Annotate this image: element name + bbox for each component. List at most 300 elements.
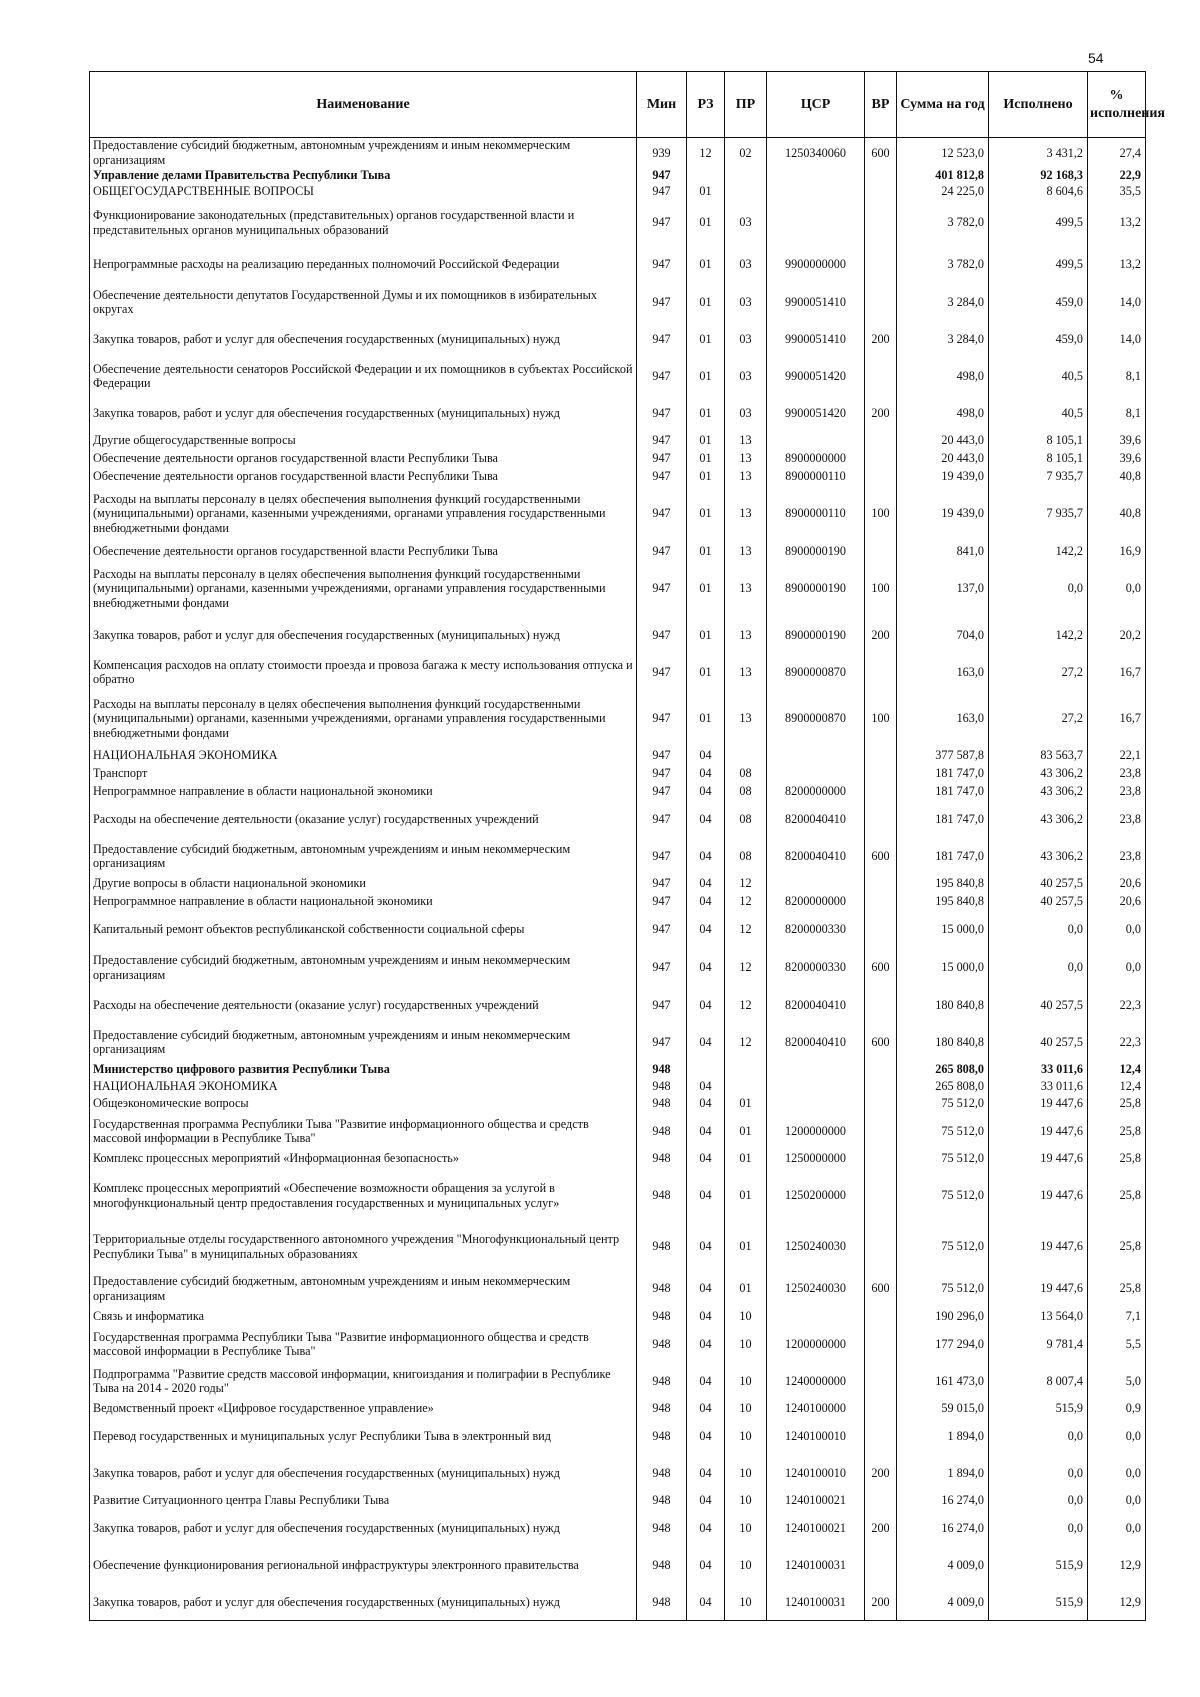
cell-rz: 04 — [687, 765, 725, 783]
table-row — [90, 1510, 1146, 1547]
cell-name: Закупка товаров, работ и услуг для обеспечения государственных (муниципальных) нужд — [90, 1584, 637, 1621]
cell-csr: 9900000000 — [767, 246, 865, 284]
cell-rz: 01 — [687, 691, 725, 747]
cell-sum: 377 587,8 — [897, 747, 989, 765]
cell-min: 947 — [637, 949, 687, 987]
cell-min: 948 — [637, 1079, 687, 1095]
cell-pr: 01 — [725, 1168, 767, 1224]
cell-pr — [725, 747, 767, 765]
cell-csr: 1240100021 — [767, 1492, 865, 1510]
table-row — [90, 561, 1146, 617]
cell-name: Обеспечение деятельности сенаторов Российской Федерации и их помощников в субъектах Российской Федерации — [90, 358, 637, 395]
cell-name: Расходы на обеспечение деятельности (оказание услуг) государственных учреждений — [90, 801, 637, 838]
cell-rz — [687, 168, 725, 184]
cell-executed: 19 447,6 — [989, 1150, 1088, 1168]
cell-min: 947 — [637, 838, 687, 875]
cell-rz: 04 — [687, 1270, 725, 1308]
cell-sum: 20 443,0 — [897, 450, 989, 468]
cell-percent: 12,9 — [1088, 1547, 1146, 1584]
cell-csr: 1200000000 — [767, 1326, 865, 1363]
cell-rz: 04 — [687, 1547, 725, 1584]
cell-csr: 1240000000 — [767, 1363, 865, 1400]
cell-percent: 25,8 — [1088, 1113, 1146, 1150]
cell-min: 947 — [637, 654, 687, 691]
cell-csr: 8200000000 — [767, 783, 865, 801]
cell-percent: 25,8 — [1088, 1095, 1146, 1113]
cell-vr — [865, 246, 897, 284]
cell-sum: 75 512,0 — [897, 1168, 989, 1224]
cell-sum: 75 512,0 — [897, 1270, 989, 1308]
cell-name: Территориальные отделы государственного автономного учреждения "Многофункциональный центр Республики Тыва" в муниципальных образованиях — [90, 1224, 637, 1270]
cell-executed: 19 447,6 — [989, 1095, 1088, 1113]
cell-csr: 1250000000 — [767, 1150, 865, 1168]
cell-vr — [865, 1113, 897, 1150]
cell-csr — [767, 765, 865, 783]
cell-percent: 8,1 — [1088, 395, 1146, 432]
cell-executed: 9 781,4 — [989, 1326, 1088, 1363]
cell-sum: 24 225,0 — [897, 184, 989, 200]
cell-csr — [767, 1061, 865, 1079]
cell-pr: 08 — [725, 838, 767, 875]
cell-pr: 10 — [725, 1492, 767, 1510]
cell-pr: 08 — [725, 801, 767, 838]
cell-name: Транспорт — [90, 765, 637, 783]
cell-csr: 9900051410 — [767, 284, 865, 321]
cell-rz: 01 — [687, 542, 725, 561]
table-row — [90, 987, 1146, 1024]
cell-rz: 01 — [687, 468, 725, 486]
cell-name: Обеспечение деятельности органов государственной власти Республики Тыва — [90, 468, 637, 486]
cell-executed: 40,5 — [989, 358, 1088, 395]
cell-rz: 04 — [687, 801, 725, 838]
cell-sum: 16 274,0 — [897, 1510, 989, 1547]
cell-percent: 12,9 — [1088, 1584, 1146, 1621]
cell-vr: 200 — [865, 1510, 897, 1547]
cell-csr: 1240100010 — [767, 1418, 865, 1455]
cell-min: 948 — [637, 1547, 687, 1584]
cell-min: 947 — [637, 542, 687, 561]
cell-executed: 40,5 — [989, 395, 1088, 432]
cell-rz: 04 — [687, 949, 725, 987]
cell-executed: 499,5 — [989, 246, 1088, 284]
cell-vr — [865, 542, 897, 561]
cell-vr — [865, 1061, 897, 1079]
table-row — [90, 321, 1146, 358]
cell-vr — [865, 468, 897, 486]
table-row — [90, 765, 1146, 783]
cell-executed: 459,0 — [989, 321, 1088, 358]
cell-sum: 75 512,0 — [897, 1150, 989, 1168]
cell-executed: 0,0 — [989, 949, 1088, 987]
cell-vr — [865, 1326, 897, 1363]
cell-min: 947 — [637, 1024, 687, 1061]
cell-pr: 01 — [725, 1095, 767, 1113]
cell-pr: 01 — [725, 1150, 767, 1168]
cell-percent: 0,0 — [1088, 1492, 1146, 1510]
cell-sum: 3 782,0 — [897, 200, 989, 246]
cell-pr: 03 — [725, 246, 767, 284]
cell-sum: 841,0 — [897, 542, 989, 561]
cell-min: 947 — [637, 450, 687, 468]
cell-pr: 13 — [725, 654, 767, 691]
cell-sum: 75 512,0 — [897, 1113, 989, 1150]
cell-percent: 12,4 — [1088, 1079, 1146, 1095]
cell-rz: 04 — [687, 1308, 725, 1326]
table-row — [90, 893, 1146, 911]
cell-executed: 33 011,6 — [989, 1079, 1088, 1095]
cell-executed: 142,2 — [989, 617, 1088, 654]
table-header-row — [90, 72, 1146, 138]
cell-name: Подпрограмма "Развитие средств массовой информации, книгоиздания и полиграфии в Республике Тыва на 2014 - 2020 годы" — [90, 1363, 637, 1400]
table-row — [90, 246, 1146, 284]
cell-pr: 10 — [725, 1547, 767, 1584]
cell-percent: 7,1 — [1088, 1308, 1146, 1326]
cell-pr: 03 — [725, 200, 767, 246]
cell-percent: 27,4 — [1088, 138, 1146, 168]
cell-name: Обеспечение функционирования региональной инфраструктуры электронного правительства — [90, 1547, 637, 1584]
cell-executed: 0,0 — [989, 911, 1088, 949]
cell-executed: 92 168,3 — [989, 168, 1088, 184]
table-row — [90, 801, 1146, 838]
cell-pr: 03 — [725, 284, 767, 321]
cell-name: Предоставление субсидий бюджетным, автономным учреждениям и иным некоммерческим организациям — [90, 138, 637, 168]
table-row — [90, 691, 1146, 747]
cell-name: Государственная программа Республики Тыва "Развитие информационного общества и средств массовой информации в Республике Тыва" — [90, 1326, 637, 1363]
cell-min: 947 — [637, 486, 687, 542]
cell-vr: 100 — [865, 691, 897, 747]
cell-vr: 200 — [865, 321, 897, 358]
cell-min: 947 — [637, 765, 687, 783]
cell-csr: 8900000190 — [767, 617, 865, 654]
cell-min: 947 — [637, 321, 687, 358]
cell-percent: 0,0 — [1088, 1510, 1146, 1547]
cell-name: Ведомственный проект «Цифровое государственное управление» — [90, 1400, 637, 1418]
cell-percent: 8,1 — [1088, 358, 1146, 395]
header-sum: Сумма на год — [897, 72, 989, 138]
cell-vr: 200 — [865, 1455, 897, 1492]
cell-min: 947 — [637, 561, 687, 617]
cell-pr — [725, 1079, 767, 1095]
table-row — [90, 1024, 1146, 1061]
cell-name: Закупка товаров, работ и услуг для обеспечения государственных (муниципальных) нужд — [90, 321, 637, 358]
table-row — [90, 450, 1146, 468]
table-row — [90, 1113, 1146, 1150]
cell-name: Функционирование законодательных (представительных) органов государственной власти и представительных органов муниципальных образований — [90, 200, 637, 246]
table-row — [90, 200, 1146, 246]
cell-executed: 43 306,2 — [989, 838, 1088, 875]
table-row — [90, 358, 1146, 395]
cell-csr: 8900000870 — [767, 654, 865, 691]
cell-percent: 40,8 — [1088, 486, 1146, 542]
cell-pr: 01 — [725, 1224, 767, 1270]
cell-vr — [865, 168, 897, 184]
cell-percent: 0,0 — [1088, 561, 1146, 617]
cell-csr — [767, 200, 865, 246]
cell-pr — [725, 184, 767, 200]
cell-name: Предоставление субсидий бюджетным, автономным учреждениям и иным некоммерческим организациям — [90, 949, 637, 987]
cell-name: Комплекс процессных мероприятий «Обеспечение возможности обращения за услугой в многофункциональный центр предоставления государственных и муниципальных услуг» — [90, 1168, 637, 1224]
cell-csr: 8200040410 — [767, 838, 865, 875]
cell-pr: 08 — [725, 765, 767, 783]
cell-min: 947 — [637, 911, 687, 949]
cell-min: 948 — [637, 1363, 687, 1400]
cell-vr: 600 — [865, 949, 897, 987]
cell-pr — [725, 1061, 767, 1079]
cell-min: 948 — [637, 1113, 687, 1150]
cell-csr: 1240100000 — [767, 1400, 865, 1418]
cell-executed: 43 306,2 — [989, 765, 1088, 783]
cell-vr — [865, 911, 897, 949]
table-row — [90, 1168, 1146, 1224]
cell-percent: 22,3 — [1088, 1024, 1146, 1061]
cell-vr — [865, 358, 897, 395]
cell-rz: 04 — [687, 1326, 725, 1363]
cell-name: Закупка товаров, работ и услуг для обеспечения государственных (муниципальных) нужд — [90, 1455, 637, 1492]
cell-percent: 13,2 — [1088, 246, 1146, 284]
cell-name: Непрограммное направление в области национальной экономики — [90, 893, 637, 911]
cell-executed: 142,2 — [989, 542, 1088, 561]
cell-csr: 1250240030 — [767, 1270, 865, 1308]
cell-rz: 04 — [687, 1492, 725, 1510]
cell-min: 947 — [637, 200, 687, 246]
cell-executed: 3 431,2 — [989, 138, 1088, 168]
cell-csr — [767, 875, 865, 893]
cell-name: Обеспечение деятельности органов государственной власти Республики Тыва — [90, 450, 637, 468]
cell-min: 947 — [637, 284, 687, 321]
cell-executed: 459,0 — [989, 284, 1088, 321]
cell-min: 948 — [637, 1224, 687, 1270]
cell-name: Предоставление субсидий бюджетным, автономным учреждениям и иным некоммерческим организациям — [90, 1270, 637, 1308]
cell-rz: 04 — [687, 893, 725, 911]
cell-sum: 15 000,0 — [897, 911, 989, 949]
cell-csr: 9900051420 — [767, 358, 865, 395]
cell-vr — [865, 1095, 897, 1113]
cell-sum: 16 274,0 — [897, 1492, 989, 1510]
cell-min: 948 — [637, 1492, 687, 1510]
cell-executed: 33 011,6 — [989, 1061, 1088, 1079]
table-row — [90, 1326, 1146, 1363]
cell-pr: 03 — [725, 321, 767, 358]
header-vr: ВР — [865, 72, 897, 138]
table-row — [90, 1492, 1146, 1510]
cell-csr: 8900000110 — [767, 468, 865, 486]
cell-rz: 12 — [687, 138, 725, 168]
cell-rz: 04 — [687, 1079, 725, 1095]
cell-sum: 195 840,8 — [897, 875, 989, 893]
cell-min: 947 — [637, 468, 687, 486]
cell-min: 948 — [637, 1095, 687, 1113]
cell-pr: 02 — [725, 138, 767, 168]
cell-pr: 10 — [725, 1363, 767, 1400]
table-row — [90, 911, 1146, 949]
cell-min: 948 — [637, 1584, 687, 1621]
cell-executed: 0,0 — [989, 1492, 1088, 1510]
cell-csr — [767, 747, 865, 765]
cell-pr: 10 — [725, 1400, 767, 1418]
cell-name: ОБЩЕГОСУДАРСТВЕННЫЕ ВОПРОСЫ — [90, 184, 637, 200]
cell-min: 947 — [637, 801, 687, 838]
cell-pr: 08 — [725, 783, 767, 801]
cell-vr — [865, 1224, 897, 1270]
cell-csr: 8200040410 — [767, 801, 865, 838]
table-row — [90, 838, 1146, 875]
cell-pr: 12 — [725, 1024, 767, 1061]
cell-rz: 04 — [687, 783, 725, 801]
cell-percent: 22,3 — [1088, 987, 1146, 1024]
cell-name: Расходы на выплаты персоналу в целях обеспечения выполнения функций государственными (муниципальными) органами, казенными учреждениями, органами управления государственными внебюджетными фондами — [90, 561, 637, 617]
page-number: 54 — [1088, 50, 1104, 66]
cell-executed: 8 604,6 — [989, 184, 1088, 200]
cell-name: Обеспечение деятельности депутатов Государственной Думы и их помощников в избирательных округах — [90, 284, 637, 321]
cell-csr: 1250340060 — [767, 138, 865, 168]
cell-vr — [865, 184, 897, 200]
table-row — [90, 138, 1146, 168]
cell-rz: 04 — [687, 911, 725, 949]
cell-name: Предоставление субсидий бюджетным, автономным учреждениям и иным некоммерческим организациям — [90, 838, 637, 875]
cell-sum: 19 439,0 — [897, 486, 989, 542]
header-name: Наименование — [90, 72, 637, 138]
cell-percent: 40,8 — [1088, 468, 1146, 486]
cell-vr: 200 — [865, 1584, 897, 1621]
table-row — [90, 1270, 1146, 1308]
table-row — [90, 1061, 1146, 1079]
cell-name: Другие общегосударственные вопросы — [90, 432, 637, 450]
cell-pr: 03 — [725, 358, 767, 395]
cell-rz: 04 — [687, 1224, 725, 1270]
cell-min: 947 — [637, 987, 687, 1024]
cell-pr — [725, 168, 767, 184]
cell-pr: 01 — [725, 1113, 767, 1150]
cell-sum: 704,0 — [897, 617, 989, 654]
cell-csr: 1240100010 — [767, 1455, 865, 1492]
cell-rz: 04 — [687, 747, 725, 765]
cell-min: 947 — [637, 691, 687, 747]
header-executed: Исполнено — [989, 72, 1088, 138]
cell-pr: 10 — [725, 1510, 767, 1547]
cell-sum: 19 439,0 — [897, 468, 989, 486]
cell-pr: 13 — [725, 432, 767, 450]
cell-pr: 01 — [725, 1270, 767, 1308]
cell-percent: 22,9 — [1088, 168, 1146, 184]
cell-vr — [865, 875, 897, 893]
cell-vr — [865, 432, 897, 450]
cell-rz: 04 — [687, 987, 725, 1024]
header-rz: РЗ — [687, 72, 725, 138]
cell-name: Связь и информатика — [90, 1308, 637, 1326]
cell-rz: 04 — [687, 1095, 725, 1113]
cell-min: 947 — [637, 168, 687, 184]
cell-min: 947 — [637, 395, 687, 432]
cell-csr: 8900000000 — [767, 450, 865, 468]
cell-vr — [865, 1150, 897, 1168]
cell-sum: 181 747,0 — [897, 765, 989, 783]
cell-vr — [865, 1547, 897, 1584]
cell-csr — [767, 1095, 865, 1113]
cell-name: Предоставление субсидий бюджетным, автономным учреждениям и иным некоммерческим организациям — [90, 1024, 637, 1061]
cell-sum: 4 009,0 — [897, 1584, 989, 1621]
table-row — [90, 1400, 1146, 1418]
cell-sum: 15 000,0 — [897, 949, 989, 987]
cell-rz: 01 — [687, 450, 725, 468]
table-row — [90, 1584, 1146, 1621]
cell-name: НАЦИОНАЛЬНАЯ ЭКОНОМИКА — [90, 747, 637, 765]
cell-min: 948 — [637, 1168, 687, 1224]
cell-csr: 8200000000 — [767, 893, 865, 911]
cell-rz — [687, 1061, 725, 1079]
cell-min: 947 — [637, 432, 687, 450]
cell-name: Общеэкономические вопросы — [90, 1095, 637, 1113]
cell-rz: 01 — [687, 432, 725, 450]
cell-sum: 181 747,0 — [897, 783, 989, 801]
cell-executed: 515,9 — [989, 1400, 1088, 1418]
cell-executed: 19 447,6 — [989, 1168, 1088, 1224]
cell-sum: 75 512,0 — [897, 1095, 989, 1113]
cell-csr: 1250240030 — [767, 1224, 865, 1270]
cell-rz: 01 — [687, 321, 725, 358]
cell-sum: 75 512,0 — [897, 1224, 989, 1270]
cell-rz: 01 — [687, 395, 725, 432]
cell-rz: 04 — [687, 1510, 725, 1547]
cell-csr: 1250200000 — [767, 1168, 865, 1224]
cell-min: 947 — [637, 617, 687, 654]
cell-vr — [865, 450, 897, 468]
cell-csr: 1240100031 — [767, 1584, 865, 1621]
cell-pr: 12 — [725, 911, 767, 949]
cell-csr — [767, 168, 865, 184]
cell-rz: 01 — [687, 246, 725, 284]
cell-min: 948 — [637, 1326, 687, 1363]
cell-name: Закупка товаров, работ и услуг для обеспечения государственных (муниципальных) нужд — [90, 395, 637, 432]
cell-csr: 1240100021 — [767, 1510, 865, 1547]
cell-vr — [865, 783, 897, 801]
cell-executed: 8 007,4 — [989, 1363, 1088, 1400]
cell-csr: 1240100031 — [767, 1547, 865, 1584]
cell-percent: 20,2 — [1088, 617, 1146, 654]
cell-csr — [767, 1079, 865, 1095]
table-row — [90, 1308, 1146, 1326]
cell-rz: 04 — [687, 1150, 725, 1168]
cell-executed: 83 563,7 — [989, 747, 1088, 765]
cell-min: 948 — [637, 1308, 687, 1326]
cell-vr: 600 — [865, 1024, 897, 1061]
cell-min: 947 — [637, 783, 687, 801]
cell-percent: 0,0 — [1088, 911, 1146, 949]
table-row — [90, 875, 1146, 893]
cell-percent: 12,4 — [1088, 1061, 1146, 1079]
cell-rz: 04 — [687, 1455, 725, 1492]
cell-name: Закупка товаров, работ и услуг для обеспечения государственных (муниципальных) нужд — [90, 617, 637, 654]
cell-sum: 1 894,0 — [897, 1455, 989, 1492]
cell-executed: 43 306,2 — [989, 801, 1088, 838]
table-row — [90, 468, 1146, 486]
table-row — [90, 617, 1146, 654]
cell-min: 947 — [637, 875, 687, 893]
cell-executed: 40 257,5 — [989, 1024, 1088, 1061]
cell-vr: 600 — [865, 838, 897, 875]
table-row — [90, 1547, 1146, 1584]
cell-min: 947 — [637, 747, 687, 765]
header-csr: ЦСР — [767, 72, 865, 138]
cell-sum: 161 473,0 — [897, 1363, 989, 1400]
cell-vr — [865, 893, 897, 911]
cell-percent: 39,6 — [1088, 450, 1146, 468]
cell-min: 948 — [637, 1061, 687, 1079]
cell-csr: 1200000000 — [767, 1113, 865, 1150]
cell-name: Расходы на выплаты персоналу в целях обеспечения выполнения функций государственными (муниципальными) органами, казенными учреждениями, органами управления государственными внебюджетными фондами — [90, 691, 637, 747]
cell-vr — [865, 1308, 897, 1326]
cell-min: 948 — [637, 1150, 687, 1168]
cell-executed: 8 105,1 — [989, 450, 1088, 468]
